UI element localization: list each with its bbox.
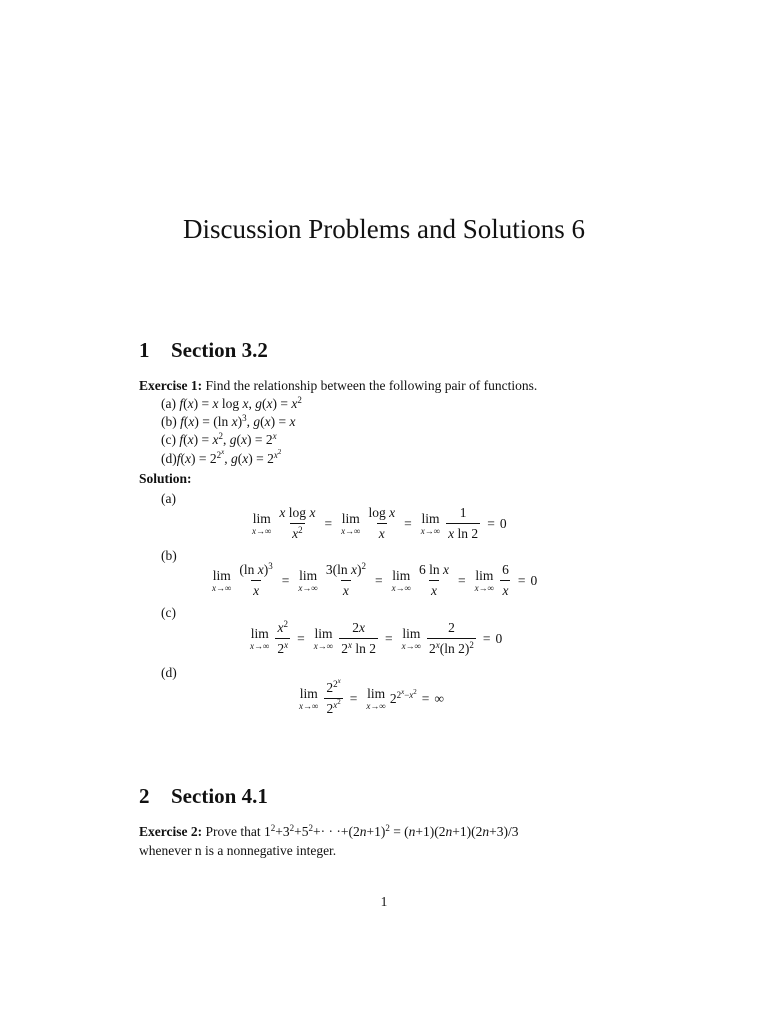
exercise-2-statement — [139, 823, 519, 860]
item-formula: $f(x) = 2^{2^x}$, $g(x) = 2^{x^2}$ — [176, 448, 282, 466]
solution-b-label: (b) — [161, 548, 177, 563]
exercise-item-c — [161, 432, 277, 448]
item-formula: f(x) = (ln x)$^3$, g(x) = x — [180, 413, 296, 429]
exercise-item-d — [161, 448, 282, 467]
section-heading-1 — [139, 338, 268, 363]
item-label: (c) — [161, 432, 176, 447]
item-label: (b) — [161, 414, 177, 429]
exercise-text: Find the relationship between the following pair of functions. — [202, 378, 538, 393]
item-label: (d) — [161, 451, 177, 466]
exercise-item-b — [161, 414, 295, 430]
section-title: Section 4.1 — [171, 784, 268, 808]
page-number: 1 — [380, 894, 388, 909]
exercise-label: Exercise 2: — [139, 824, 203, 839]
exercise-label: Exercise 1: — [139, 378, 203, 393]
solution-label: Solution: — [139, 471, 192, 486]
equation-b: lim x→∞ $\frac{(\ln x)^3}{x}$ = lim x→∞ $\frac{3(\ln x)^2}{x}$ = lim x→∞ $\frac{\text{6 ln x}}{x}$ = lim x→∞ $\frac{6}{x}$ = 0 — [212, 561, 538, 598]
item-formula: f(x) = x log x, $g(x) = x^2$ — [179, 395, 302, 411]
exercise-formula: $1^2+3^2+5^2+\cdot \cdot \cdot+(2n+1)^2 = (n+1)(2n+1)(2n+3)/3$ — [263, 823, 519, 839]
exercise-text: Prove that — [202, 824, 261, 839]
page-title: Discussion Problems and Solutions 6 — [182, 214, 586, 244]
solution-c-label: (c) — [161, 605, 176, 620]
equation-a: lim x→∞ $\frac{\text{x log x}}{x^2}$ = lim x→∞ $\frac{\text{log x}}{x}$ = lim x→∞ $\frac{1}{\text{x ln 2}}$ = 0 — [252, 505, 507, 541]
exercise-1-statement — [139, 377, 537, 396]
solution-a-label: (a) — [161, 491, 176, 506]
section-number: 2 — [139, 784, 150, 808]
item-formula: $f(x) = x^2$, $g(x) = 2^x$ — [179, 431, 277, 447]
equation-d: lim x→∞ $\frac{2^{2^x}}{2^{x^2}}$ = lim x→∞ $2^{2^x-x^2}$ = ∞ — [299, 677, 445, 716]
section-number: 1 — [139, 338, 150, 362]
section-heading-2 — [139, 784, 268, 809]
exercise-text-continued: whenever n is a nonnegative integer. — [139, 842, 337, 858]
solution-d-label: (d) — [161, 665, 177, 680]
section-title: Section 3.2 — [171, 338, 268, 362]
equation-c: lim x→∞ $\frac{x^2}{2^x}$ = lim x→∞ $\frac{2x}{2^x \ln 2}$ = lim x→∞ $\frac{2}{2^x(\ln 2)^2}$ = 0 — [250, 619, 503, 656]
item-label: (a) — [161, 396, 176, 411]
exercise-item-a — [161, 396, 302, 412]
